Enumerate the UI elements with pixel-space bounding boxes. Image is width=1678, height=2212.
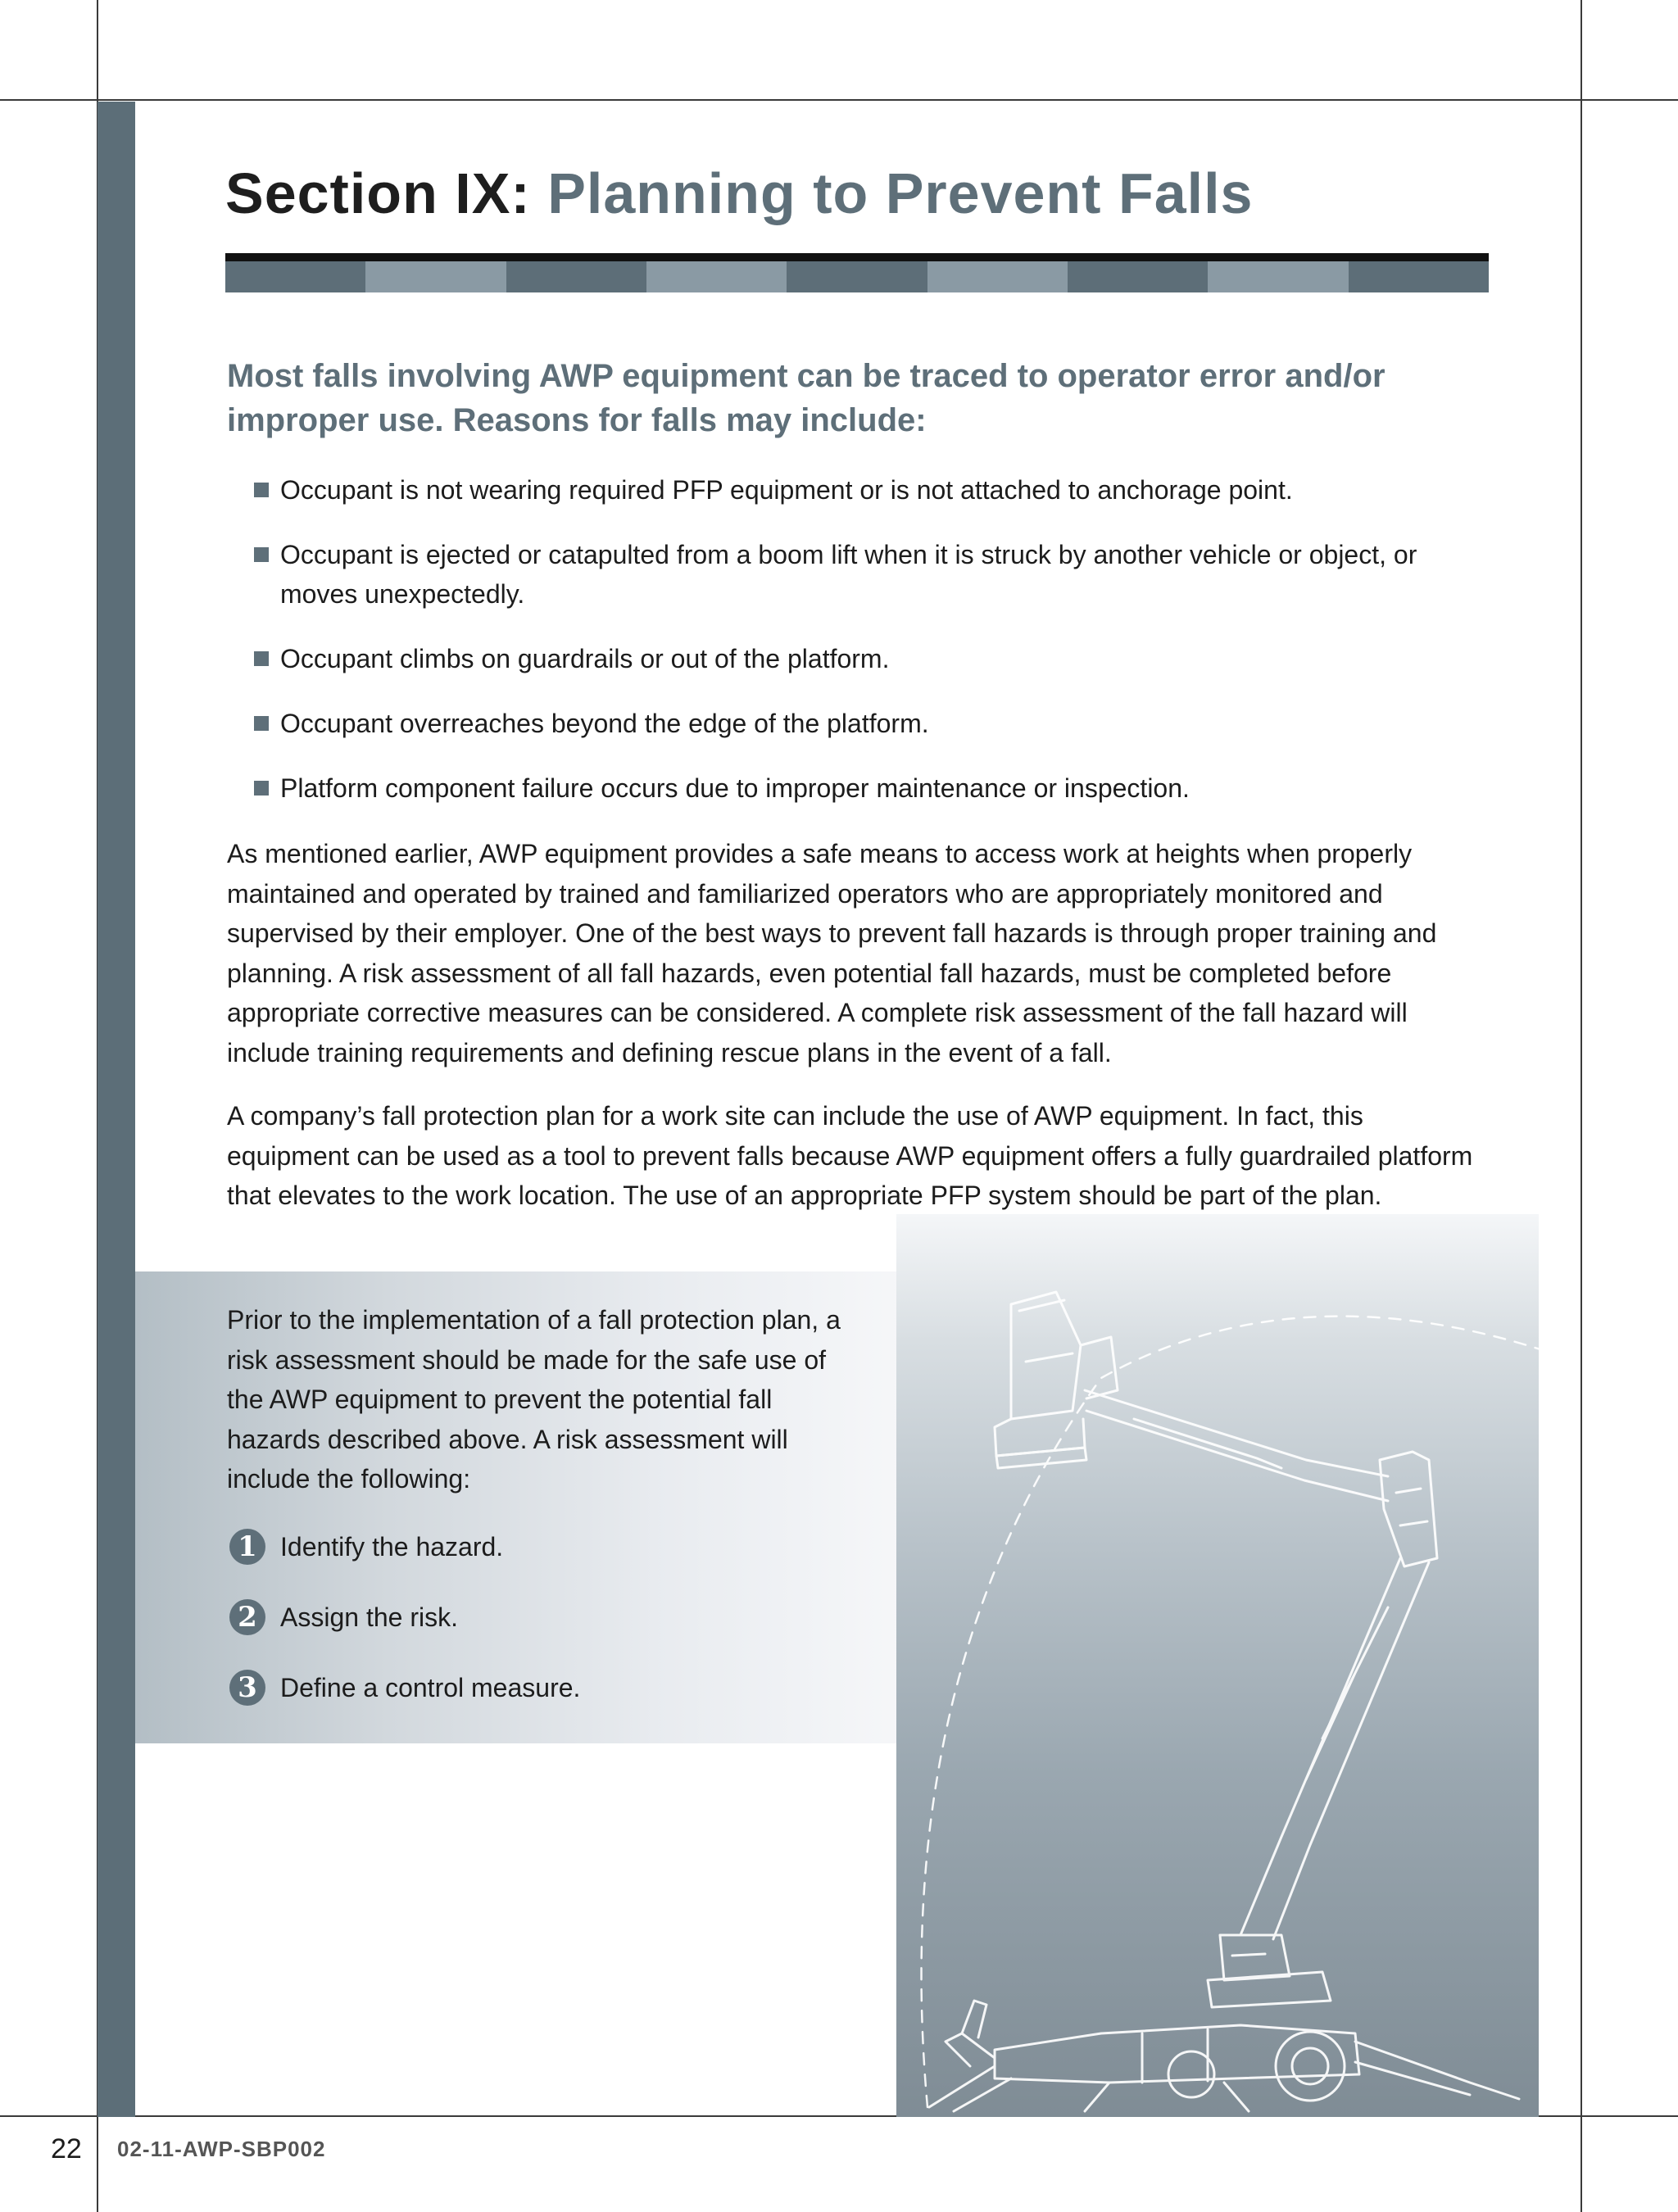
crop-mark-top (0, 99, 1678, 101)
step-text: Define a control measure. (280, 1673, 581, 1702)
list-item: Occupant climbs on guardrails or out of the platform. (254, 639, 1483, 678)
page-number: 22 (51, 2133, 82, 2164)
section-title: Planning to Prevent Falls (547, 161, 1254, 225)
list-item (229, 1670, 580, 1740)
step-text: Assign the risk. (280, 1602, 458, 1632)
list-item: Occupant is not wearing required PFP equipment or is not attached to anchorage point. (254, 470, 1483, 510)
risk-steps-list (229, 1529, 580, 1740)
reasons-list (254, 470, 1483, 833)
intro-heading: Most falls involving AWP equipment can be traced to operator error and/or improper use. Reasons for falls may include: (227, 358, 1385, 438)
step-text: Identify the hazard. (280, 1532, 504, 1562)
list-item: Occupant is ejected or catapulted from a boom lift when it is struck by another vehicle or object, or moves unexpectedly. (254, 535, 1483, 614)
crop-mark-right (1580, 0, 1582, 2212)
boom-lift-icon (896, 1214, 1539, 2117)
title-rule (225, 253, 1489, 292)
list-item (229, 1529, 580, 1599)
boom-lift-illustration (896, 1214, 1539, 2117)
list-item: Platform component failure occurs due to improper maintenance or inspection. (254, 768, 1483, 808)
page-title (225, 161, 1253, 226)
step-number-badge: 1 (229, 1529, 265, 1565)
list-item (229, 1599, 580, 1670)
body-paragraph: A company’s fall protection plan for a work site can include the use of AWP equipment. In fact, this equipment can be used as a tool to prevent falls because AWP equipment offers a fully guardrailed platform that elevates to the work location. The use of an appropriate PFP system should be part of the plan. (227, 1101, 1473, 1210)
risk-assessment-intro: Prior to the implementation of a fall protection plan, a risk assessment should be made for the safe use of the AWP equipment to prevent the potential fall hazards described above. A risk assessment will include the following: (227, 1305, 841, 1494)
step-number-badge: 3 (229, 1670, 265, 1706)
left-margin-bar (98, 102, 135, 2117)
step-number-badge: 2 (229, 1599, 265, 1635)
body-paragraph: As mentioned earlier, AWP equipment provides a safe means to access work at heights when properly maintained and operated by trained and familiarized operators who are appropriately monitored and supervised by their employer. One of the best ways to prevent fall hazards is through proper training and planning. A risk assessment of all fall hazards, even potential fall hazards, must be completed before appropriate corrective measures can be considered. A complete risk assessment of the fall hazard will include training requirements and defining rescue plans in the event of a fall. (227, 839, 1437, 1067)
section-prefix: Section IX: (225, 161, 531, 225)
document-code: 02-11-AWP-SBP002 (117, 2137, 326, 2161)
list-item: Occupant overreaches beyond the edge of the platform. (254, 704, 1483, 743)
